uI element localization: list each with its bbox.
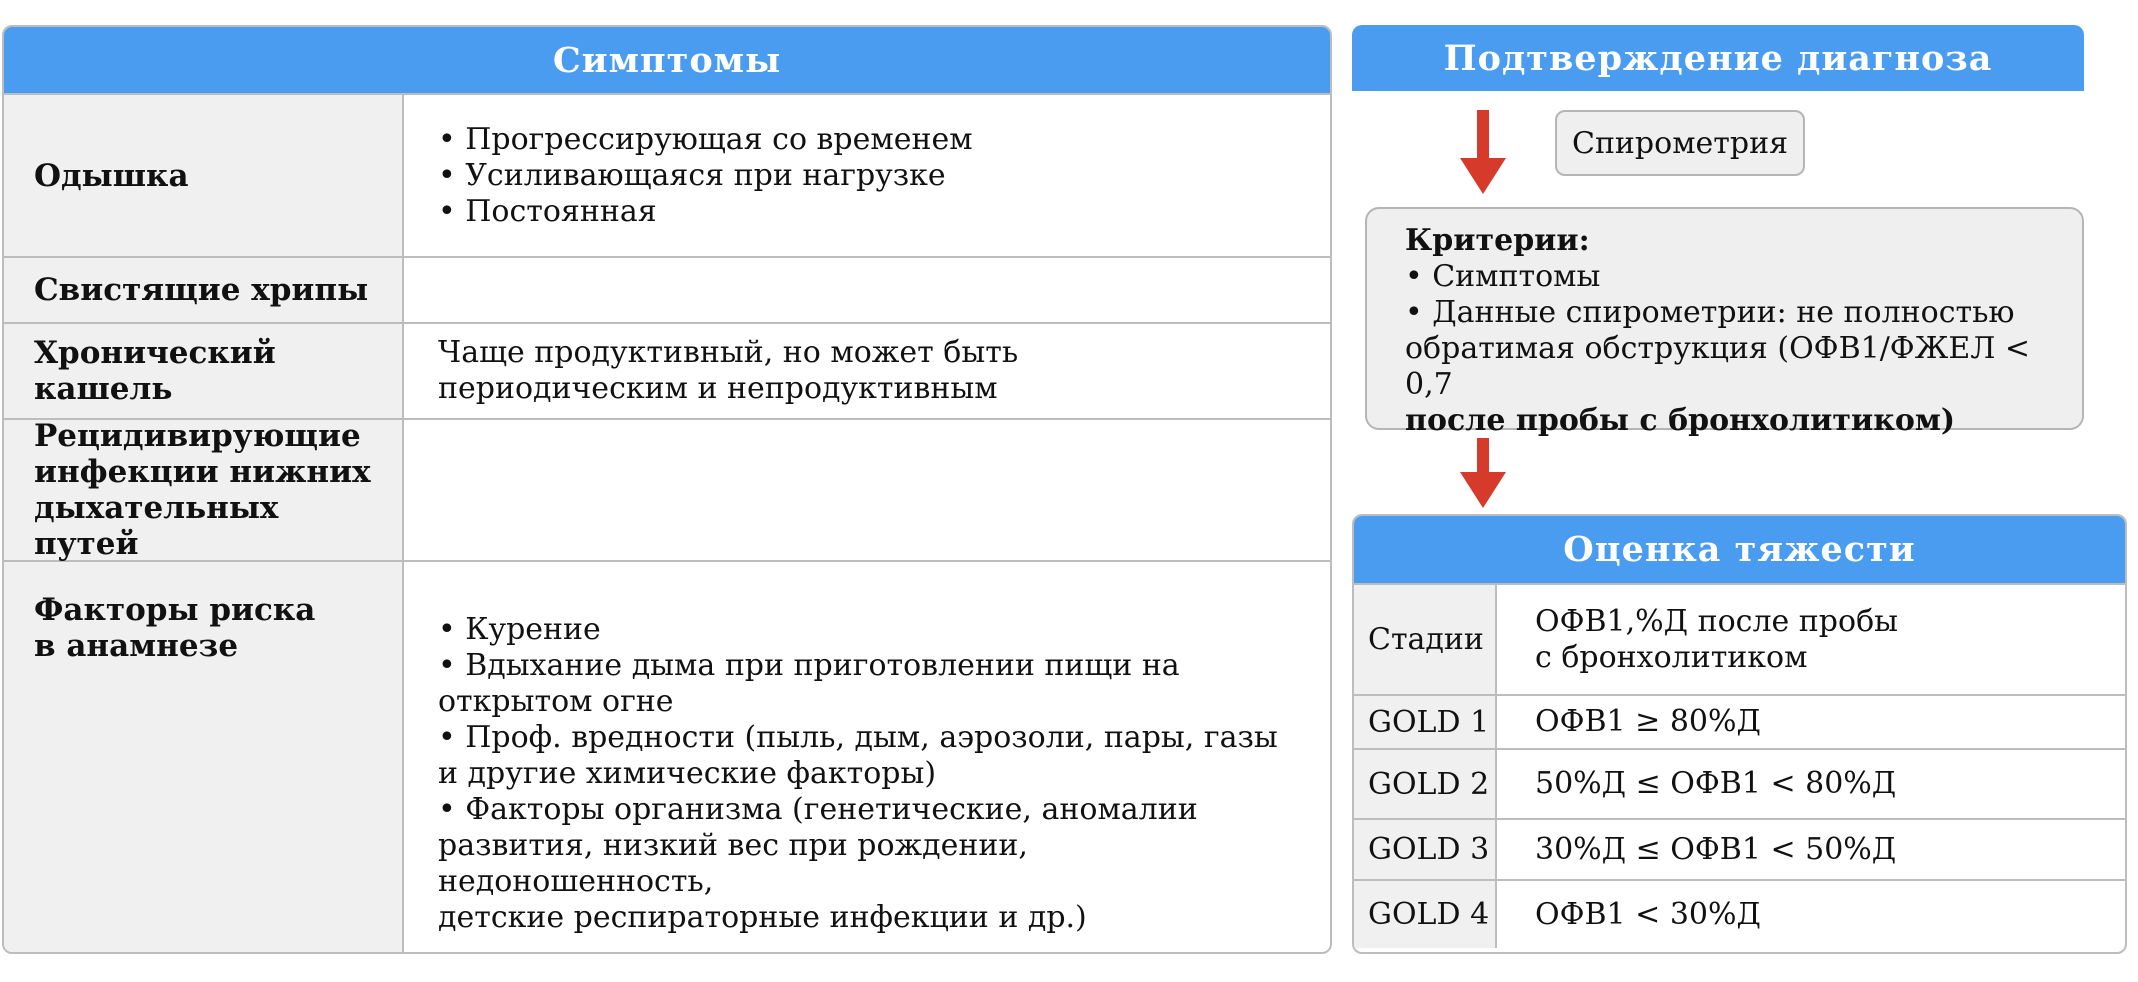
severity-row xyxy=(1354,694,2125,748)
symptom-value-line: • Вдыхание дыма при приготовлении пищи на xyxy=(438,648,1180,683)
symptom-row-dyspnea xyxy=(4,93,1330,256)
severity-title: Оценка тяжести xyxy=(1354,516,2125,583)
severity-stage: GOLD 1 xyxy=(1354,696,1497,748)
symptom-label: Одышка xyxy=(4,95,404,256)
symptom-values xyxy=(404,562,1330,952)
severity-row xyxy=(1354,818,2125,879)
spirometry-box: Спирометрия xyxy=(1555,110,1805,176)
criteria-line: после пробы с бронхолитиком) xyxy=(1405,403,1956,438)
symptom-value-line: • Проф. вредности (пыль, дым, аэрозоли, пары, газы xyxy=(438,720,1278,755)
symptom-value-line: и другие химические факторы) xyxy=(438,756,937,791)
criteria-heading: Критерии: xyxy=(1405,223,1590,258)
symptom-value-line: • Усиливающаяся при нагрузке xyxy=(438,157,946,193)
symptom-row-cough xyxy=(4,322,1330,418)
symptom-label-line: в анамнезе xyxy=(34,628,239,664)
symptom-value-line: открытом огне xyxy=(438,684,674,719)
symptom-label-line: инфекции нижних xyxy=(34,454,371,490)
symptom-label-line: Хронический xyxy=(34,335,276,371)
symptom-label xyxy=(4,562,404,952)
down-arrow-icon xyxy=(1460,438,1506,508)
severity-stage: GOLD 2 xyxy=(1354,750,1497,818)
symptom-value-line: детские респираторные инфекции и др.) xyxy=(438,900,1087,935)
severity-fev: ОФВ1 ≥ 80%Д xyxy=(1535,704,1761,739)
severity-fev: 50%Д ≤ ОФВ1 < 80%Д xyxy=(1535,766,1897,801)
severity-stage-header: Стадии xyxy=(1354,585,1497,694)
diagnosis-title: Подтверждение диагноза xyxy=(1352,25,2084,91)
symptom-label-line: Факторы риска xyxy=(34,592,316,628)
symptom-value-line: • Факторы организма (генетические, аномалии xyxy=(438,792,1198,827)
severity-fev-header-line: ОФВ1,%Д после пробы xyxy=(1535,603,1899,639)
severity-table xyxy=(1352,514,2127,954)
symptom-value-line: • Прогрессирующая со временем xyxy=(438,121,973,157)
severity-row xyxy=(1354,748,2125,818)
severity-fev-header-line: с бронхолитиком xyxy=(1535,639,1808,675)
symptom-row-wheezing xyxy=(4,256,1330,322)
symptom-value-line: периодическим и непродуктивным xyxy=(438,371,998,406)
symptom-label-line: кашель xyxy=(34,371,173,407)
severity-stage: GOLD 3 xyxy=(1354,820,1497,879)
symptom-value-line: Чаще продуктивный, но может быть xyxy=(438,335,1019,370)
symptom-label xyxy=(4,324,404,418)
symptom-values xyxy=(404,258,1330,322)
symptom-label: Свистящие хрипы xyxy=(4,258,404,322)
symptom-values xyxy=(404,324,1330,418)
symptoms-title: Симптомы xyxy=(4,27,1330,93)
severity-fev-header xyxy=(1497,585,2125,694)
severity-header-row xyxy=(1354,583,2125,694)
symptom-value-line: развития, низкий вес при рождении, недоношенность, xyxy=(438,828,1028,899)
down-arrow-icon xyxy=(1460,110,1506,194)
criteria-box xyxy=(1365,207,2084,438)
symptom-values xyxy=(404,95,1330,256)
severity-fev: 30%Д ≤ ОФВ1 < 50%Д xyxy=(1535,831,1897,867)
criteria-line: обратимая обструкция (ОФВ1/ФЖЕЛ < 0,7 xyxy=(1405,331,2031,402)
symptom-values xyxy=(404,420,1330,560)
symptom-value-line: • Постоянная xyxy=(438,193,657,229)
severity-row xyxy=(1354,879,2125,948)
symptom-label xyxy=(4,420,404,560)
symptoms-table xyxy=(2,25,1332,954)
criteria-line: • Данные спирометрии: не полностью xyxy=(1405,295,2015,330)
symptom-label-line: Рецидивирующие xyxy=(34,418,361,454)
criteria-line: • Симптомы xyxy=(1405,259,1601,294)
severity-fev: ОФВ1 < 30%Д xyxy=(1535,896,1761,932)
symptom-label-line: дыхательных путей xyxy=(34,490,279,562)
symptom-row-risk-factors xyxy=(4,560,1330,952)
symptom-row-infections xyxy=(4,418,1330,560)
symptom-value-line: • Курение xyxy=(438,612,601,647)
severity-stage: GOLD 4 xyxy=(1354,881,1497,948)
